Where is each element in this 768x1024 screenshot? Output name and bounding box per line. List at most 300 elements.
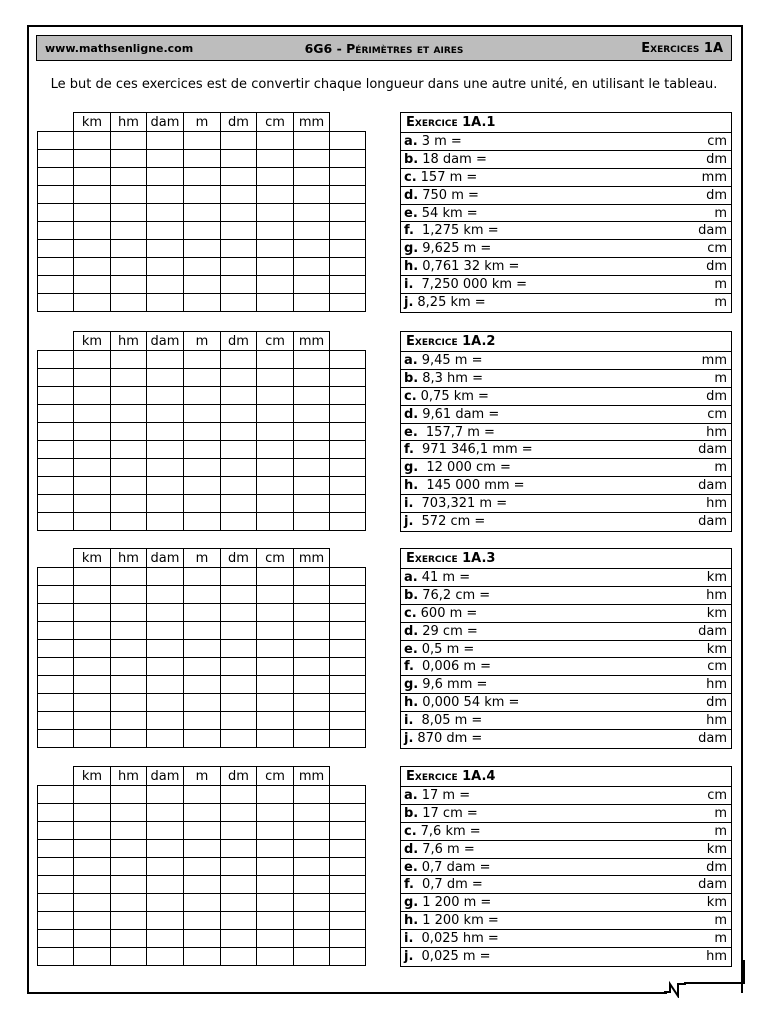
grid-cell[interactable]: [38, 876, 74, 894]
grid-cell[interactable]: [294, 405, 330, 423]
grid-cell[interactable]: [184, 930, 221, 948]
grid-cell[interactable]: [74, 495, 111, 513]
grid-cell[interactable]: [111, 858, 147, 876]
grid-cell[interactable]: [294, 586, 330, 604]
grid-cell[interactable]: [74, 168, 111, 186]
grid-cell[interactable]: [221, 730, 257, 748]
grid-cell[interactable]: [147, 276, 184, 294]
grid-cell[interactable]: [221, 477, 257, 495]
grid-cell[interactable]: [184, 186, 221, 204]
grid-cell[interactable]: [294, 423, 330, 441]
grid-cell[interactable]: [111, 804, 147, 822]
grid-cell[interactable]: [74, 276, 111, 294]
grid-cell[interactable]: [294, 168, 330, 186]
grid-cell[interactable]: [221, 513, 257, 531]
grid-cell[interactable]: [147, 730, 184, 748]
grid-cell[interactable]: [111, 240, 147, 258]
grid-cell[interactable]: [330, 204, 366, 222]
grid-cell[interactable]: [257, 168, 294, 186]
grid-cell[interactable]: [257, 694, 294, 712]
grid-cell[interactable]: [111, 405, 147, 423]
grid-cell[interactable]: [38, 495, 74, 513]
grid-cell[interactable]: [111, 786, 147, 804]
grid-cell[interactable]: [38, 351, 74, 369]
grid-cell[interactable]: [294, 276, 330, 294]
grid-cell[interactable]: [257, 822, 294, 840]
grid-cell[interactable]: [111, 459, 147, 477]
grid-cell[interactable]: [147, 840, 184, 858]
grid-cell[interactable]: [330, 495, 366, 513]
grid-cell[interactable]: [111, 513, 147, 531]
grid-cell[interactable]: [294, 858, 330, 876]
grid-cell[interactable]: [257, 730, 294, 748]
grid-cell[interactable]: [74, 405, 111, 423]
grid-cell[interactable]: [257, 676, 294, 694]
grid-cell[interactable]: [74, 730, 111, 748]
grid-cell[interactable]: [330, 222, 366, 240]
grid-cell[interactable]: [74, 604, 111, 622]
grid-cell[interactable]: [257, 640, 294, 658]
grid-cell[interactable]: [294, 622, 330, 640]
grid-cell[interactable]: [330, 168, 366, 186]
grid-cell[interactable]: [330, 351, 366, 369]
grid-cell[interactable]: [330, 513, 366, 531]
grid-cell[interactable]: [38, 676, 74, 694]
grid-cell[interactable]: [330, 240, 366, 258]
grid-cell[interactable]: [38, 822, 74, 840]
grid-cell[interactable]: [184, 676, 221, 694]
grid-cell[interactable]: [111, 604, 147, 622]
grid-cell[interactable]: [330, 369, 366, 387]
grid-cell[interactable]: [257, 858, 294, 876]
grid-cell[interactable]: [221, 586, 257, 604]
grid-cell[interactable]: [74, 294, 111, 312]
grid-cell[interactable]: [147, 513, 184, 531]
grid-cell[interactable]: [38, 840, 74, 858]
grid-cell[interactable]: [294, 513, 330, 531]
grid-cell[interactable]: [184, 694, 221, 712]
grid-cell[interactable]: [38, 604, 74, 622]
grid-cell[interactable]: [294, 568, 330, 586]
grid-cell[interactable]: [330, 568, 366, 586]
grid-cell[interactable]: [184, 876, 221, 894]
grid-cell[interactable]: [294, 712, 330, 730]
grid-cell[interactable]: [147, 186, 184, 204]
grid-cell[interactable]: [111, 948, 147, 966]
grid-cell[interactable]: [221, 132, 257, 150]
grid-cell[interactable]: [257, 840, 294, 858]
grid-cell[interactable]: [74, 640, 111, 658]
grid-cell[interactable]: [74, 150, 111, 168]
grid-cell[interactable]: [111, 150, 147, 168]
grid-cell[interactable]: [184, 804, 221, 822]
grid-cell[interactable]: [330, 258, 366, 276]
grid-cell[interactable]: [74, 369, 111, 387]
grid-cell[interactable]: [184, 276, 221, 294]
grid-cell[interactable]: [74, 822, 111, 840]
grid-cell[interactable]: [257, 459, 294, 477]
grid-cell[interactable]: [257, 423, 294, 441]
grid-cell[interactable]: [330, 676, 366, 694]
grid-cell[interactable]: [257, 804, 294, 822]
grid-cell[interactable]: [111, 222, 147, 240]
grid-cell[interactable]: [111, 294, 147, 312]
grid-cell[interactable]: [294, 912, 330, 930]
grid-cell[interactable]: [74, 858, 111, 876]
grid-cell[interactable]: [184, 840, 221, 858]
grid-cell[interactable]: [147, 622, 184, 640]
grid-cell[interactable]: [257, 240, 294, 258]
grid-cell[interactable]: [257, 387, 294, 405]
grid-cell[interactable]: [147, 423, 184, 441]
grid-cell[interactable]: [294, 640, 330, 658]
grid-cell[interactable]: [38, 150, 74, 168]
grid-cell[interactable]: [38, 568, 74, 586]
grid-cell[interactable]: [330, 132, 366, 150]
grid-cell[interactable]: [74, 676, 111, 694]
grid-cell[interactable]: [330, 423, 366, 441]
grid-cell[interactable]: [111, 204, 147, 222]
grid-cell[interactable]: [74, 186, 111, 204]
grid-cell[interactable]: [330, 294, 366, 312]
grid-cell[interactable]: [111, 658, 147, 676]
grid-cell[interactable]: [184, 222, 221, 240]
grid-cell[interactable]: [147, 786, 184, 804]
grid-cell[interactable]: [257, 513, 294, 531]
grid-cell[interactable]: [38, 387, 74, 405]
grid-cell[interactable]: [184, 712, 221, 730]
grid-cell[interactable]: [257, 930, 294, 948]
grid-cell[interactable]: [111, 694, 147, 712]
grid-cell[interactable]: [111, 568, 147, 586]
grid-cell[interactable]: [147, 132, 184, 150]
grid-cell[interactable]: [184, 387, 221, 405]
grid-cell[interactable]: [111, 441, 147, 459]
grid-cell[interactable]: [221, 222, 257, 240]
grid-cell[interactable]: [74, 622, 111, 640]
grid-cell[interactable]: [184, 730, 221, 748]
grid-cell[interactable]: [257, 186, 294, 204]
grid-cell[interactable]: [74, 840, 111, 858]
grid-cell[interactable]: [147, 894, 184, 912]
grid-cell[interactable]: [74, 930, 111, 948]
grid-cell[interactable]: [330, 786, 366, 804]
grid-cell[interactable]: [184, 568, 221, 586]
grid-cell[interactable]: [221, 150, 257, 168]
grid-cell[interactable]: [147, 387, 184, 405]
grid-cell[interactable]: [111, 712, 147, 730]
grid-cell[interactable]: [38, 186, 74, 204]
grid-cell[interactable]: [38, 132, 74, 150]
grid-cell[interactable]: [74, 712, 111, 730]
grid-cell[interactable]: [111, 640, 147, 658]
grid-cell[interactable]: [221, 240, 257, 258]
grid-cell[interactable]: [38, 513, 74, 531]
grid-cell[interactable]: [111, 876, 147, 894]
grid-cell[interactable]: [294, 694, 330, 712]
grid-cell[interactable]: [111, 168, 147, 186]
grid-cell[interactable]: [330, 912, 366, 930]
grid-cell[interactable]: [330, 894, 366, 912]
grid-cell[interactable]: [147, 804, 184, 822]
grid-cell[interactable]: [38, 258, 74, 276]
grid-cell[interactable]: [221, 912, 257, 930]
grid-cell[interactable]: [147, 495, 184, 513]
grid-cell[interactable]: [74, 568, 111, 586]
grid-cell[interactable]: [257, 132, 294, 150]
grid-cell[interactable]: [221, 168, 257, 186]
grid-cell[interactable]: [147, 204, 184, 222]
grid-cell[interactable]: [38, 369, 74, 387]
grid-cell[interactable]: [147, 240, 184, 258]
grid-cell[interactable]: [111, 894, 147, 912]
grid-cell[interactable]: [147, 930, 184, 948]
grid-cell[interactable]: [294, 459, 330, 477]
grid-cell[interactable]: [38, 930, 74, 948]
grid-cell[interactable]: [38, 804, 74, 822]
grid-cell[interactable]: [221, 258, 257, 276]
grid-cell[interactable]: [74, 804, 111, 822]
grid-cell[interactable]: [330, 405, 366, 423]
grid-cell[interactable]: [294, 840, 330, 858]
grid-cell[interactable]: [147, 822, 184, 840]
grid-cell[interactable]: [111, 369, 147, 387]
grid-cell[interactable]: [330, 276, 366, 294]
grid-cell[interactable]: [111, 276, 147, 294]
grid-cell[interactable]: [147, 568, 184, 586]
grid-cell[interactable]: [184, 240, 221, 258]
grid-cell[interactable]: [257, 622, 294, 640]
grid-cell[interactable]: [38, 586, 74, 604]
grid-cell[interactable]: [74, 694, 111, 712]
grid-cell[interactable]: [294, 495, 330, 513]
grid-cell[interactable]: [257, 948, 294, 966]
grid-cell[interactable]: [147, 222, 184, 240]
grid-cell[interactable]: [184, 477, 221, 495]
grid-cell[interactable]: [38, 786, 74, 804]
grid-cell[interactable]: [294, 930, 330, 948]
grid-cell[interactable]: [330, 387, 366, 405]
grid-cell[interactable]: [330, 730, 366, 748]
grid-cell[interactable]: [184, 441, 221, 459]
grid-cell[interactable]: [294, 658, 330, 676]
grid-cell[interactable]: [111, 586, 147, 604]
grid-cell[interactable]: [111, 840, 147, 858]
grid-cell[interactable]: [294, 150, 330, 168]
grid-cell[interactable]: [221, 804, 257, 822]
grid-cell[interactable]: [221, 948, 257, 966]
grid-cell[interactable]: [111, 622, 147, 640]
grid-cell[interactable]: [38, 658, 74, 676]
grid-cell[interactable]: [257, 477, 294, 495]
grid-cell[interactable]: [330, 604, 366, 622]
grid-cell[interactable]: [74, 204, 111, 222]
grid-cell[interactable]: [330, 640, 366, 658]
grid-cell[interactable]: [330, 876, 366, 894]
grid-cell[interactable]: [294, 132, 330, 150]
grid-cell[interactable]: [294, 876, 330, 894]
grid-cell[interactable]: [330, 622, 366, 640]
grid-cell[interactable]: [184, 586, 221, 604]
grid-cell[interactable]: [147, 405, 184, 423]
grid-cell[interactable]: [184, 513, 221, 531]
grid-cell[interactable]: [257, 894, 294, 912]
grid-cell[interactable]: [257, 258, 294, 276]
grid-cell[interactable]: [38, 405, 74, 423]
grid-cell[interactable]: [111, 477, 147, 495]
grid-cell[interactable]: [184, 351, 221, 369]
grid-cell[interactable]: [74, 513, 111, 531]
grid-cell[interactable]: [38, 694, 74, 712]
grid-cell[interactable]: [147, 604, 184, 622]
grid-cell[interactable]: [330, 712, 366, 730]
grid-cell[interactable]: [147, 294, 184, 312]
grid-cell[interactable]: [294, 222, 330, 240]
grid-cell[interactable]: [221, 930, 257, 948]
grid-cell[interactable]: [184, 822, 221, 840]
grid-cell[interactable]: [184, 658, 221, 676]
grid-cell[interactable]: [184, 150, 221, 168]
grid-cell[interactable]: [147, 694, 184, 712]
grid-cell[interactable]: [184, 132, 221, 150]
grid-cell[interactable]: [184, 168, 221, 186]
grid-cell[interactable]: [147, 658, 184, 676]
grid-cell[interactable]: [74, 948, 111, 966]
grid-cell[interactable]: [221, 276, 257, 294]
grid-cell[interactable]: [147, 369, 184, 387]
grid-cell[interactable]: [221, 294, 257, 312]
grid-cell[interactable]: [38, 441, 74, 459]
grid-cell[interactable]: [147, 258, 184, 276]
grid-cell[interactable]: [294, 786, 330, 804]
grid-cell[interactable]: [221, 858, 257, 876]
grid-cell[interactable]: [257, 222, 294, 240]
grid-cell[interactable]: [294, 441, 330, 459]
grid-cell[interactable]: [330, 858, 366, 876]
grid-cell[interactable]: [330, 822, 366, 840]
grid-cell[interactable]: [38, 858, 74, 876]
grid-cell[interactable]: [74, 441, 111, 459]
grid-cell[interactable]: [111, 258, 147, 276]
grid-cell[interactable]: [294, 240, 330, 258]
grid-cell[interactable]: [184, 495, 221, 513]
grid-cell[interactable]: [221, 786, 257, 804]
grid-cell[interactable]: [147, 640, 184, 658]
grid-cell[interactable]: [147, 712, 184, 730]
grid-cell[interactable]: [184, 405, 221, 423]
grid-cell[interactable]: [294, 186, 330, 204]
grid-cell[interactable]: [184, 294, 221, 312]
grid-cell[interactable]: [74, 222, 111, 240]
grid-cell[interactable]: [221, 676, 257, 694]
grid-cell[interactable]: [221, 351, 257, 369]
grid-cell[interactable]: [221, 459, 257, 477]
grid-cell[interactable]: [294, 948, 330, 966]
grid-cell[interactable]: [184, 459, 221, 477]
grid-cell[interactable]: [38, 894, 74, 912]
grid-cell[interactable]: [330, 694, 366, 712]
grid-cell[interactable]: [38, 622, 74, 640]
grid-cell[interactable]: [184, 622, 221, 640]
grid-cell[interactable]: [221, 712, 257, 730]
grid-cell[interactable]: [257, 276, 294, 294]
grid-cell[interactable]: [38, 730, 74, 748]
grid-cell[interactable]: [111, 132, 147, 150]
grid-cell[interactable]: [221, 423, 257, 441]
grid-cell[interactable]: [74, 658, 111, 676]
grid-cell[interactable]: [330, 840, 366, 858]
grid-cell[interactable]: [294, 258, 330, 276]
grid-cell[interactable]: [221, 568, 257, 586]
grid-cell[interactable]: [221, 441, 257, 459]
grid-cell[interactable]: [294, 730, 330, 748]
grid-cell[interactable]: [221, 822, 257, 840]
grid-cell[interactable]: [184, 894, 221, 912]
grid-cell[interactable]: [184, 912, 221, 930]
grid-cell[interactable]: [147, 676, 184, 694]
grid-cell[interactable]: [38, 477, 74, 495]
grid-cell[interactable]: [38, 240, 74, 258]
grid-cell[interactable]: [147, 912, 184, 930]
grid-cell[interactable]: [147, 948, 184, 966]
grid-cell[interactable]: [330, 477, 366, 495]
grid-cell[interactable]: [257, 369, 294, 387]
grid-cell[interactable]: [74, 876, 111, 894]
grid-cell[interactable]: [74, 423, 111, 441]
grid-cell[interactable]: [184, 640, 221, 658]
grid-cell[interactable]: [330, 930, 366, 948]
grid-cell[interactable]: [74, 258, 111, 276]
grid-cell[interactable]: [74, 459, 111, 477]
grid-cell[interactable]: [294, 387, 330, 405]
grid-cell[interactable]: [330, 186, 366, 204]
grid-cell[interactable]: [111, 351, 147, 369]
grid-cell[interactable]: [221, 405, 257, 423]
grid-cell[interactable]: [257, 586, 294, 604]
grid-cell[interactable]: [111, 676, 147, 694]
grid-cell[interactable]: [74, 351, 111, 369]
grid-cell[interactable]: [221, 694, 257, 712]
grid-cell[interactable]: [221, 387, 257, 405]
grid-cell[interactable]: [74, 912, 111, 930]
grid-cell[interactable]: [257, 712, 294, 730]
grid-cell[interactable]: [257, 568, 294, 586]
grid-cell[interactable]: [221, 894, 257, 912]
grid-cell[interactable]: [330, 150, 366, 168]
grid-cell[interactable]: [294, 204, 330, 222]
grid-cell[interactable]: [184, 948, 221, 966]
grid-cell[interactable]: [330, 658, 366, 676]
grid-cell[interactable]: [330, 948, 366, 966]
grid-cell[interactable]: [257, 786, 294, 804]
grid-cell[interactable]: [294, 351, 330, 369]
grid-cell[interactable]: [38, 276, 74, 294]
grid-cell[interactable]: [257, 351, 294, 369]
grid-cell[interactable]: [74, 387, 111, 405]
grid-cell[interactable]: [111, 930, 147, 948]
grid-cell[interactable]: [38, 204, 74, 222]
grid-cell[interactable]: [330, 804, 366, 822]
grid-cell[interactable]: [38, 459, 74, 477]
grid-cell[interactable]: [111, 423, 147, 441]
grid-cell[interactable]: [38, 712, 74, 730]
grid-cell[interactable]: [111, 822, 147, 840]
grid-cell[interactable]: [257, 405, 294, 423]
grid-cell[interactable]: [221, 640, 257, 658]
grid-cell[interactable]: [257, 441, 294, 459]
grid-cell[interactable]: [330, 441, 366, 459]
grid-cell[interactable]: [38, 222, 74, 240]
